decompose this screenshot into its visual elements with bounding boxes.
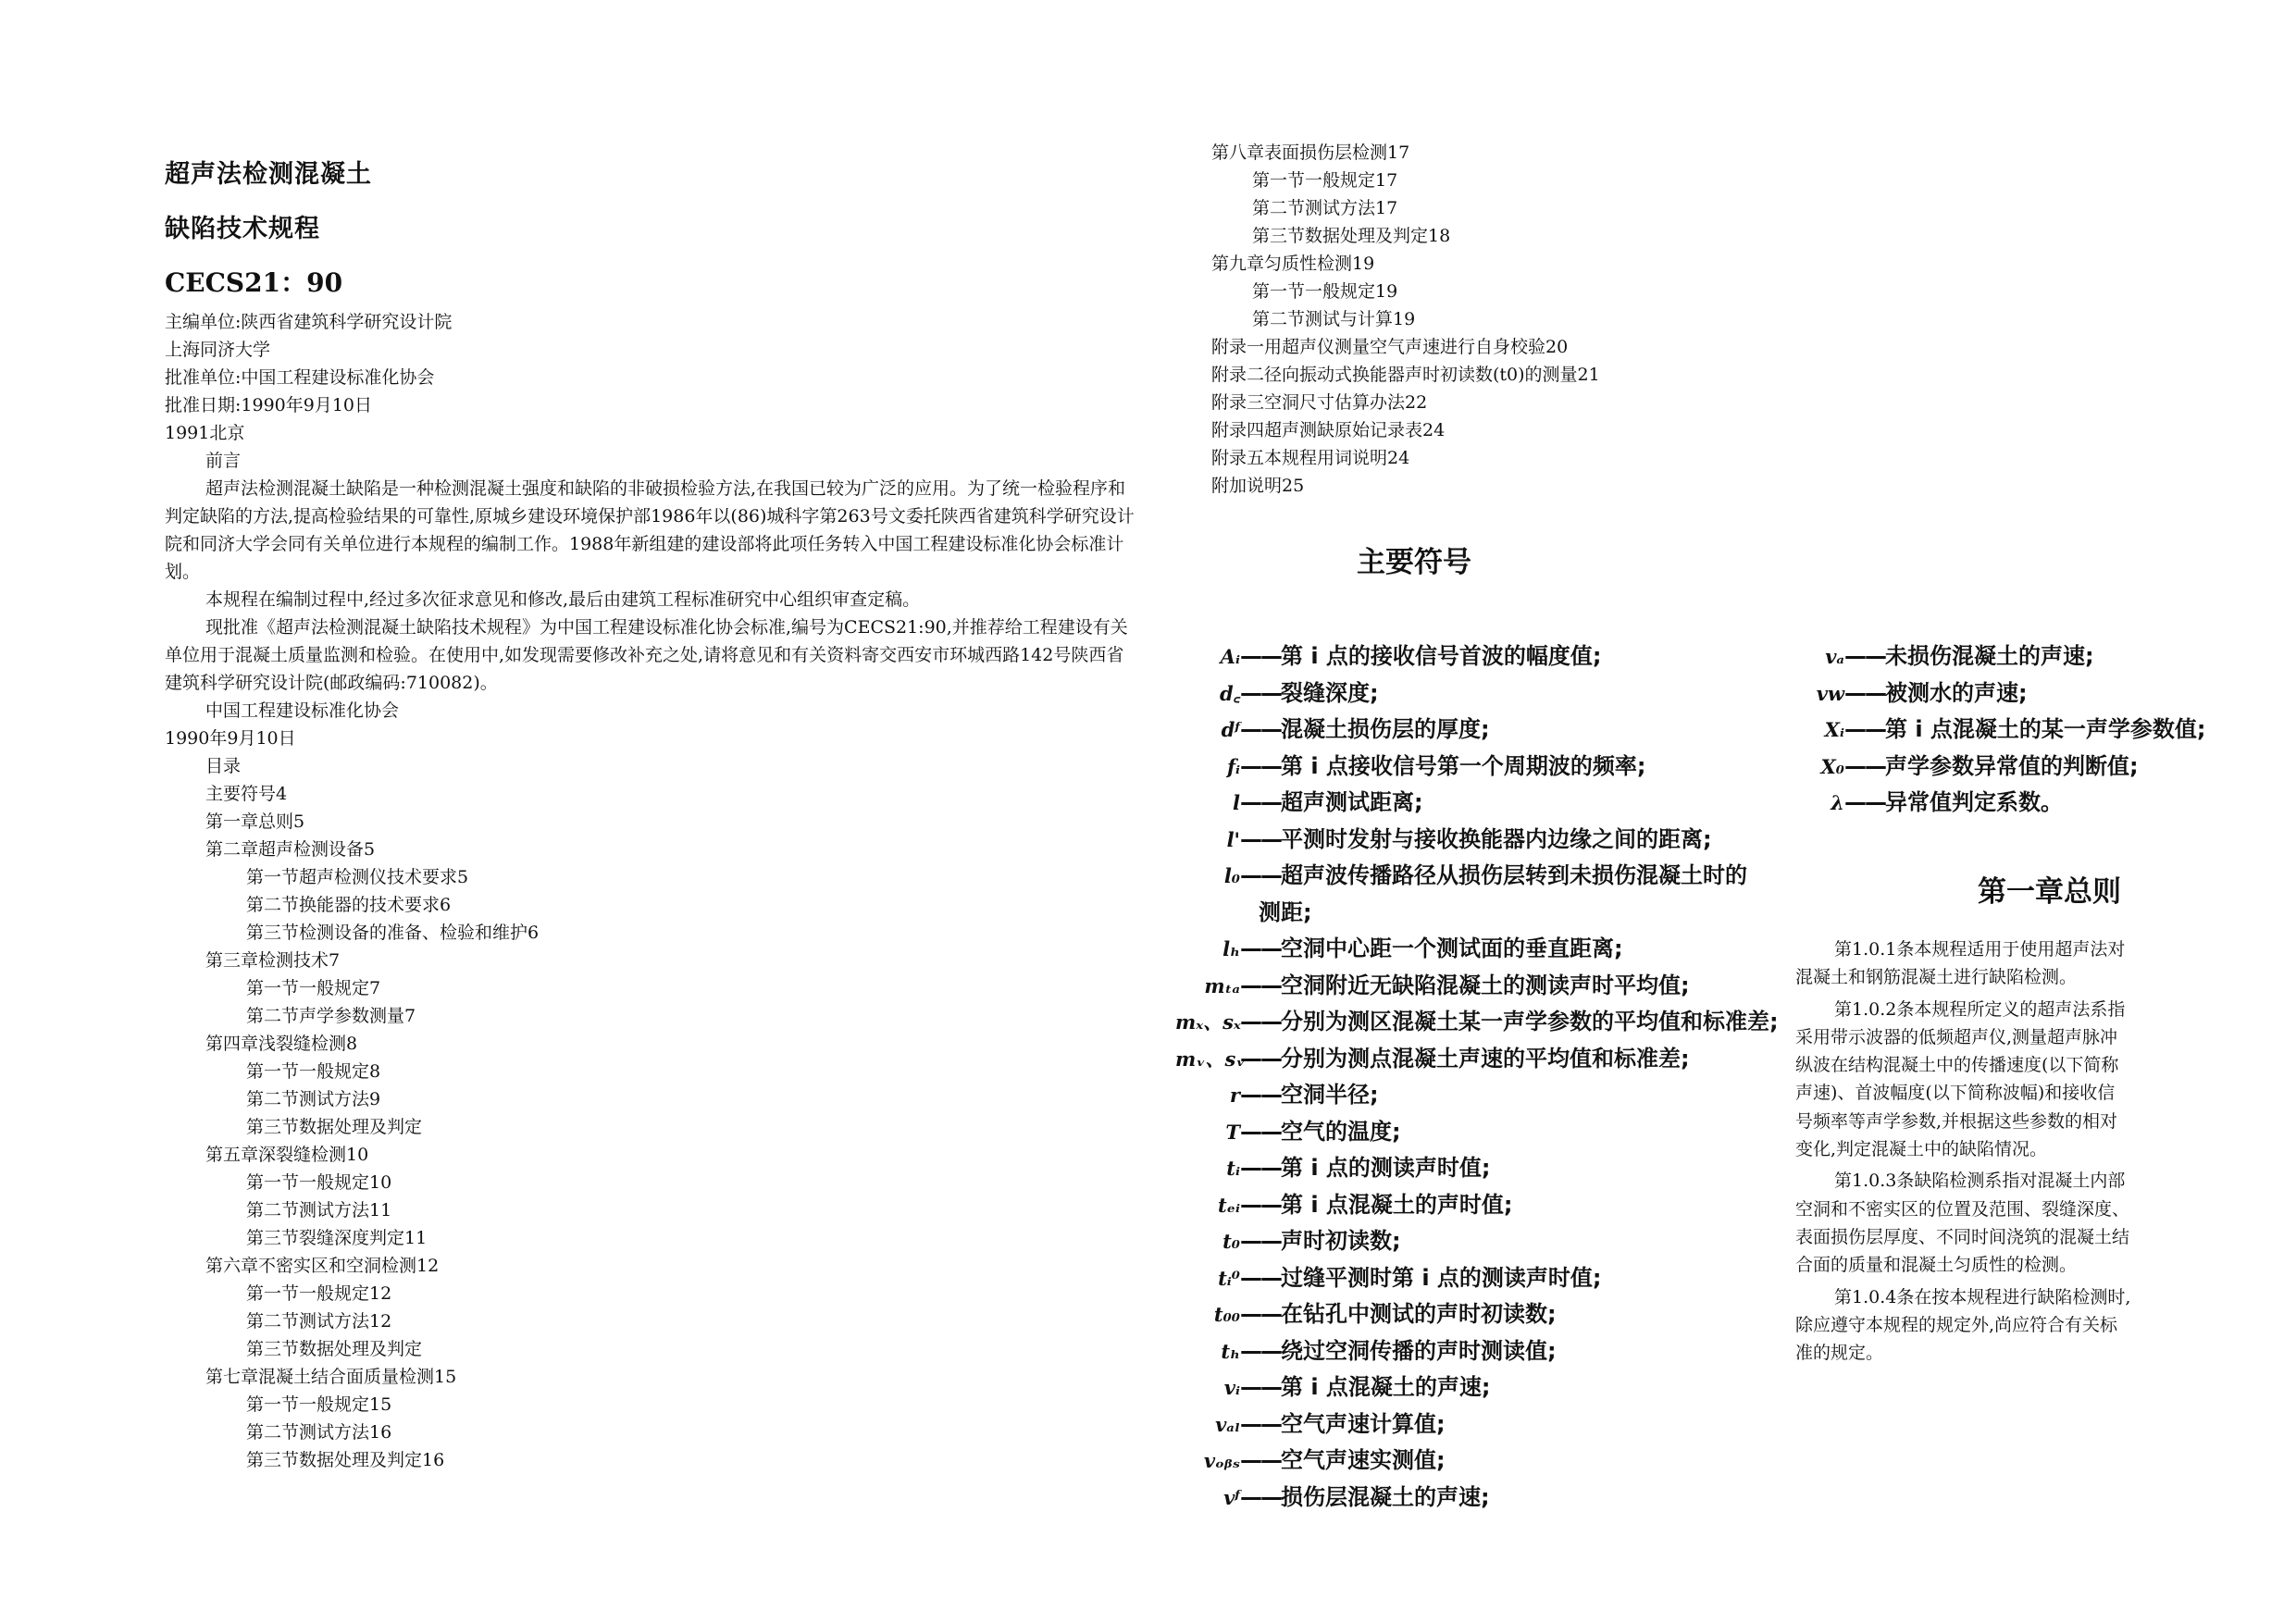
toc-item[interactable]: 第一节一般规定19 bbox=[1252, 281, 1398, 302]
preface-date: 1990年9月10日 bbox=[165, 728, 296, 749]
toc-item[interactable]: 第一节一般规定12 bbox=[246, 1283, 392, 1304]
symbol: vₐₗ bbox=[1215, 1412, 1240, 1436]
toc-heading: 目录 bbox=[205, 756, 242, 776]
symbol: fᵢ bbox=[1226, 754, 1240, 778]
clause-paragraph: 第1.0.4条在按本规程进行缺陷检测时,除应遵守本规程的规定外,尚应符合有关标准的规定。 bbox=[1795, 1286, 2131, 1364]
symbol-row: r —— 空洞半径; bbox=[1175, 1077, 1779, 1114]
symbol-row: X₀ —— 声学参数异常值的判断值; bbox=[1791, 749, 2206, 786]
toc-item[interactable]: 第一章总则5 bbox=[205, 812, 305, 832]
symbols-list-left bbox=[1175, 638, 1779, 1516]
symbol-row: mₓ、sₓ —— 分别为测区混凝土某一声学参数的平均值和标准差; bbox=[1175, 1004, 1779, 1041]
symbol-row: tᵢ —— 第 i 点的测读声时值; bbox=[1175, 1150, 1779, 1187]
symbol-desc: 混凝土损伤层的厚度; bbox=[1281, 716, 1490, 742]
toc-item[interactable]: 附加说明25 bbox=[1211, 476, 1305, 496]
symbol-row-continuation bbox=[1175, 895, 1779, 932]
symbols-list-right bbox=[1791, 638, 2206, 822]
symbol: mᵥ、sᵥ bbox=[1175, 1047, 1246, 1071]
toc-item[interactable]: 附录四超声测缺原始记录表24 bbox=[1211, 420, 1446, 440]
toc-item[interactable]: 第三节数据处理及判定 bbox=[246, 1339, 423, 1359]
symbol-desc: 空气的温度; bbox=[1281, 1118, 1401, 1145]
symbol-row: l —— 超声测试距离; bbox=[1175, 785, 1779, 822]
toc-item[interactable]: 第一节一般规定15 bbox=[246, 1394, 392, 1415]
symbol: l' bbox=[1226, 827, 1240, 851]
toc-item[interactable]: 第七章混凝土结合面质量检测15 bbox=[205, 1367, 457, 1387]
toc-item[interactable]: 第三节数据处理及判定 bbox=[246, 1117, 423, 1137]
symbol-desc: 分别为测点混凝土声速的平均值和标准差; bbox=[1281, 1045, 1690, 1072]
left-column bbox=[165, 308, 1140, 1474]
symbol: vₒᵦₛ bbox=[1203, 1449, 1240, 1472]
symbol: l₀ bbox=[1223, 864, 1240, 887]
toc-item[interactable]: 第一节一般规定10 bbox=[246, 1172, 392, 1193]
toc-item[interactable]: 第三节检测设备的准备、检验和维护6 bbox=[246, 923, 540, 943]
symbol: vw bbox=[1816, 681, 1844, 705]
symbol-row: tₕ —— 绕过空洞传播的声时测读值; bbox=[1175, 1333, 1779, 1370]
symbol-desc: 空洞中心距一个测试面的垂直距离; bbox=[1281, 935, 1623, 961]
info-line: 主编单位:陕西省建筑科学研究设计院 bbox=[165, 312, 453, 332]
symbol-desc: 空气声速计算值; bbox=[1281, 1410, 1446, 1437]
toc-item[interactable]: 第三节裂缝深度判定11 bbox=[246, 1228, 428, 1248]
symbol-row: vᶠ —— 损伤层混凝土的声速; bbox=[1175, 1480, 1779, 1517]
toc-item[interactable]: 第五章深裂缝检测10 bbox=[205, 1145, 369, 1165]
symbol: mₓ、sₓ bbox=[1175, 1010, 1241, 1034]
toc-item[interactable]: 第二节换能器的技术要求6 bbox=[246, 895, 452, 915]
symbol-desc: 第 i 点的接收信号首波的幅度值; bbox=[1281, 643, 1602, 669]
clause-paragraph: 第1.0.1条本规程适用于使用超声法对混凝土和钢筋混凝土进行缺陷检测。 bbox=[1795, 939, 2126, 988]
title-line2: 缺陷技术规程 bbox=[165, 215, 320, 243]
symbol-row: l' —— 平测时发射与接收换能器内边缘之间的距离; bbox=[1175, 822, 1779, 859]
symbol: tᵢ⁰ bbox=[1218, 1266, 1240, 1290]
symbol: t₀₀ bbox=[1213, 1303, 1240, 1326]
title-line1: 超声法检测混凝土 bbox=[165, 160, 372, 189]
toc-item[interactable]: 第二节测试方法11 bbox=[246, 1200, 392, 1220]
toc-item[interactable]: 第一节一般规定7 bbox=[246, 978, 381, 998]
toc-item[interactable]: 第二节声学参数测量7 bbox=[246, 1006, 416, 1026]
symbol-row: vₐₗ —— 空气声速计算值; bbox=[1175, 1406, 1779, 1443]
standard-code: CECS21：90 bbox=[165, 267, 343, 298]
symbol-row: fᵢ —— 第 i 点接收信号第一个周期波的频率; bbox=[1175, 749, 1779, 786]
clause-paragraph: 第1.0.3条缺陷检测系指对混凝土内部空洞和不密实区的位置及范围、裂缝深度、表面损伤层厚度、不同时间浇筑的混凝土结合面的质量和混凝土匀质性的检测。 bbox=[1795, 1171, 2130, 1276]
symbol-desc: 损伤层混凝土的声速; bbox=[1281, 1483, 1490, 1510]
symbol: lₕ bbox=[1222, 937, 1240, 960]
info-line: 上海同济大学 bbox=[165, 340, 271, 360]
symbol-row: d꜀ —— 裂缝深度; bbox=[1175, 675, 1779, 712]
symbol-desc: 在钻孔中测试的声时初读数; bbox=[1281, 1301, 1557, 1327]
symbol-row: t₀₀ —— 在钻孔中测试的声时初读数; bbox=[1175, 1296, 1779, 1333]
symbol: T bbox=[1225, 1120, 1240, 1144]
toc-item[interactable]: 第二节测试方法17 bbox=[1252, 198, 1398, 218]
symbol: vᵢ bbox=[1223, 1376, 1240, 1399]
preface-paragraph: 现批准《超声法检测混凝土缺陷技术规程》为中国工程建设标准化协会标准,编号为CECS21:90,并推荐给工程建设有关单位用于混凝土质量监测和检验。在使用中,如发现需要修改补充之处,请将意见和有关资料寄交西安市环城西路142号陕西省建筑科学研究设计院(邮政编码:710082)。 bbox=[165, 617, 1128, 693]
symbol-row: Aᵢ —— 第 i 点的接收信号首波的幅度值; bbox=[1175, 638, 1779, 675]
toc-item[interactable]: 附录三空洞尺寸估算办法22 bbox=[1211, 392, 1428, 413]
symbol-desc: 被测水的声速; bbox=[1885, 679, 2028, 706]
symbol-desc: 测距; bbox=[1259, 898, 1312, 925]
preface-paragraph: 本规程在编制过程中,经过多次征求意见和修改,最后由建筑工程标准研究中心组织审查定稿。 bbox=[205, 589, 921, 610]
info-line: 批准单位:中国工程建设标准化协会 bbox=[165, 367, 435, 388]
symbol: mₜₐ bbox=[1204, 973, 1240, 997]
symbol-desc: 分别为测区混凝土某一声学参数的平均值和标准差; bbox=[1281, 1009, 1779, 1035]
symbol: tᵢ bbox=[1226, 1157, 1240, 1180]
toc-item[interactable]: 第四章浅裂缝检测8 bbox=[205, 1034, 358, 1054]
symbol: Xᵢ bbox=[1824, 718, 1844, 741]
symbol-desc: 平测时发射与接收换能器内边缘之间的距离; bbox=[1281, 825, 1712, 852]
toc-item[interactable]: 第一节超声检测仪技术要求5 bbox=[246, 867, 469, 887]
toc-item[interactable]: 第三章检测技术7 bbox=[205, 950, 341, 971]
symbol: dᶠ bbox=[1221, 718, 1240, 741]
preface-heading: 前言 bbox=[205, 451, 242, 471]
toc-item[interactable]: 第三节数据处理及判定18 bbox=[1252, 226, 1451, 246]
symbol-desc: 裂缝深度; bbox=[1281, 679, 1379, 706]
symbols-heading: 主要符号 bbox=[1357, 546, 1471, 579]
symbol-desc: 声学参数异常值的判断值; bbox=[1885, 752, 2139, 779]
symbol: r bbox=[1229, 1084, 1240, 1107]
symbol-row: mᵥ、sᵥ —— 分别为测点混凝土声速的平均值和标准差; bbox=[1175, 1041, 1779, 1078]
toc-item[interactable]: 第二节测试方法9 bbox=[246, 1089, 381, 1109]
toc-item[interactable]: 附录二径向振动式换能器声时初读数(t0)的测量21 bbox=[1211, 365, 1600, 385]
info-line: 1991北京 bbox=[165, 423, 245, 443]
symbol-row: T —— 空气的温度; bbox=[1175, 1114, 1779, 1151]
symbol-row: vᵢ —— 第 i 点混凝土的声速; bbox=[1175, 1369, 1779, 1406]
symbol: t₀ bbox=[1222, 1230, 1240, 1253]
symbol-row: t₀ —— 声时初读数; bbox=[1175, 1223, 1779, 1260]
toc-item[interactable]: 第二节测试方法12 bbox=[246, 1311, 392, 1332]
symbol: d꜀ bbox=[1220, 681, 1240, 705]
toc-item[interactable]: 附录五本规程用词说明24 bbox=[1211, 448, 1410, 468]
chapter1-body bbox=[1795, 935, 2131, 1370]
symbol: λ bbox=[1831, 791, 1844, 814]
toc-item[interactable]: 第六章不密实区和空洞检测12 bbox=[205, 1256, 440, 1276]
symbol-desc: 超声波传播路径从损伤层转到未损伤混凝土时的 bbox=[1281, 862, 1747, 888]
symbol-desc: 绕过空洞传播的声时测读值; bbox=[1281, 1337, 1557, 1364]
toc-list-right bbox=[1211, 139, 1600, 500]
toc-item[interactable]: 第一节一般规定8 bbox=[246, 1061, 381, 1082]
clause-paragraph: 第1.0.2条本规程所定义的超声法系指采用带示波器的低频超声仪,测量超声脉冲纵波在结构混凝土中的传播速度(以下简称声速)、首波幅度(以下简称波幅)和接收信号频率等声学参数,并根据这些参数的相对变化,判定混凝土中的缺陷情况。 bbox=[1795, 998, 2126, 1160]
symbol-desc: 超声测试距离; bbox=[1281, 789, 1423, 815]
symbol-row: mₜₐ —— 空洞附近无缺陷混凝土的测读声时平均值; bbox=[1175, 968, 1779, 1005]
symbol-row: l₀ —— 超声波传播路径从损伤层转到未损伤混凝土时的 bbox=[1175, 858, 1779, 895]
toc-item[interactable]: 第二章超声检测设备5 bbox=[205, 839, 376, 860]
symbol-desc: 空洞半径; bbox=[1281, 1082, 1379, 1108]
symbol-row: Xᵢ —— 第 i 点混凝土的某一声学参数值; bbox=[1791, 712, 2206, 749]
symbol-desc: 空气声速实测值; bbox=[1281, 1447, 1446, 1473]
preface-paragraph: 超声法检测混凝土缺陷是一种检测混凝土强度和缺陷的非破损检验方法,在我国已较为广泛的应用。为了统一检验程序和判定缺陷的方法,提高检验结果的可靠性,原城乡建设环境保护部1986年以(86)城科字第263号文委托陕西省建筑科学研究设计院和同济大学会同有关单位进行本规程的编制工作。1988年新组建的建设部将此项任务转入中国工程建设标准化协会标准计划。 bbox=[165, 478, 1135, 582]
symbol-desc: 第 i 点混凝土的声时值; bbox=[1281, 1191, 1513, 1218]
toc-item[interactable]: 主要符号4 bbox=[205, 784, 288, 804]
symbol-row: tₑᵢ —— 第 i 点混凝土的声时值; bbox=[1175, 1187, 1779, 1224]
symbol-row: lₕ —— 空洞中心距一个测试面的垂直距离; bbox=[1175, 931, 1779, 968]
symbol: Aᵢ bbox=[1220, 645, 1240, 668]
symbol: tₑᵢ bbox=[1217, 1193, 1240, 1217]
symbol-desc: 过缝平测时第 i 点的测读声时值; bbox=[1281, 1264, 1602, 1291]
symbol-row: vw —— 被测水的声速; bbox=[1791, 675, 2206, 712]
toc-list-left bbox=[165, 780, 1140, 1474]
symbol-row: dᶠ —— 混凝土损伤层的厚度; bbox=[1175, 712, 1779, 749]
symbol-row: tᵢ⁰ —— 过缝平测时第 i 点的测读声时值; bbox=[1175, 1260, 1779, 1297]
symbol-row: λ —— 异常值判定系数。 bbox=[1791, 785, 2206, 822]
symbol: l bbox=[1233, 791, 1240, 814]
toc-item[interactable]: 第一节一般规定17 bbox=[1252, 170, 1398, 191]
toc-item[interactable]: 附录一用超声仪测量空气声速进行自身校验20 bbox=[1211, 337, 1569, 357]
chapter1-heading: 第一章总则 bbox=[1978, 875, 2121, 909]
toc-item[interactable]: 第八章表面损伤层检测17 bbox=[1211, 142, 1410, 163]
symbol-desc: 第 i 点的测读声时值; bbox=[1281, 1155, 1491, 1181]
info-line: 批准日期:1990年9月10日 bbox=[165, 395, 373, 415]
symbol-desc: 第 i 点混凝土的某一声学参数值; bbox=[1885, 716, 2206, 742]
toc-item[interactable]: 第二节测试方法16 bbox=[246, 1422, 392, 1443]
symbol-desc: 未损伤混凝土的声速; bbox=[1885, 643, 2094, 669]
symbol: vₐ bbox=[1825, 645, 1844, 668]
toc-item[interactable]: 第三节数据处理及判定16 bbox=[246, 1450, 445, 1470]
symbol-row: vₐ —— 未损伤混凝土的声速; bbox=[1791, 638, 2206, 675]
symbol-desc: 异常值判定系数。 bbox=[1885, 789, 2063, 815]
symbol-desc: 第 i 点接收信号第一个周期波的频率; bbox=[1281, 752, 1646, 779]
symbol-desc: 声时初读数; bbox=[1281, 1228, 1401, 1254]
preface-signer: 中国工程建设标准化协会 bbox=[205, 700, 400, 721]
symbol-desc: 空洞附近无缺陷混凝土的测读声时平均值; bbox=[1281, 972, 1690, 998]
symbol: vᶠ bbox=[1223, 1485, 1240, 1509]
toc-item[interactable]: 第九章匀质性检测19 bbox=[1211, 254, 1375, 274]
toc-item[interactable]: 第二节测试与计算19 bbox=[1252, 309, 1416, 329]
symbol: X₀ bbox=[1820, 754, 1844, 778]
symbol-row: vₒᵦₛ —— 空气声速实测值; bbox=[1175, 1443, 1779, 1480]
symbol: tₕ bbox=[1221, 1339, 1240, 1363]
symbol-desc: 第 i 点混凝土的声速; bbox=[1281, 1374, 1491, 1400]
